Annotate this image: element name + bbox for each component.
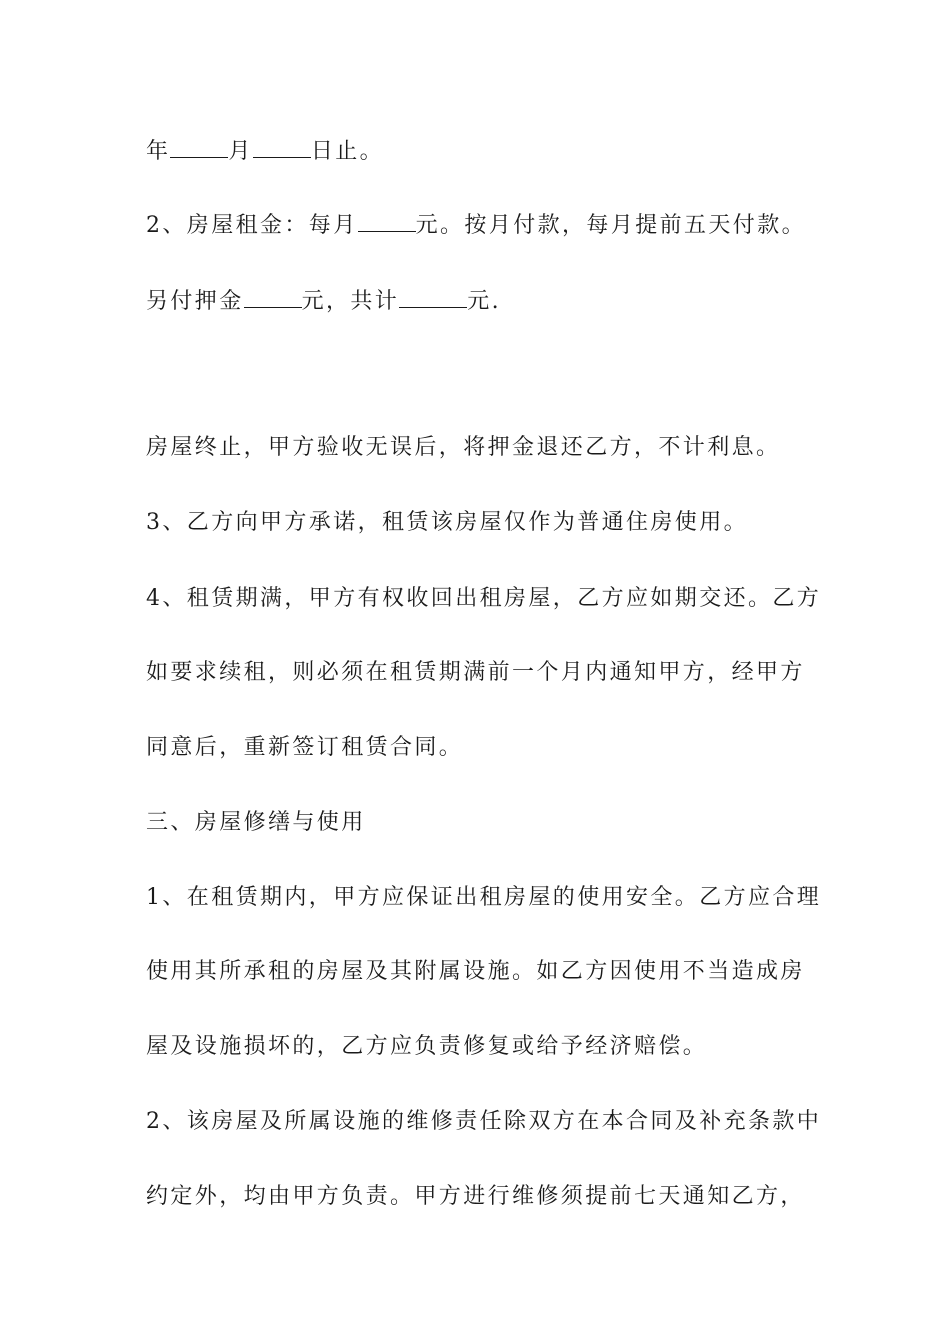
paragraph-line: 屋及设施损坏的，乙方应负责修复或给予经济赔偿。 xyxy=(146,1034,708,1059)
text-rent-terms: 元。按月付款，每月提前五天付款。 xyxy=(415,213,807,238)
text-day-end: 日止。 xyxy=(310,139,385,164)
text-line-rent xyxy=(146,211,806,241)
text-line-deposit xyxy=(146,287,501,317)
section-heading: 三、房屋修缮与使用 xyxy=(146,810,366,835)
blank-day-field xyxy=(253,137,311,158)
blank-deposit-amount xyxy=(244,287,302,308)
blank-total-amount xyxy=(399,287,467,308)
paragraph-line: 如要求续租，则必须在租赁期满前一个月内通知甲方，经甲方 xyxy=(146,660,805,685)
paragraph-line: 同意后，重新签订租赁合同。 xyxy=(146,735,464,760)
text-line-date-end xyxy=(146,137,384,167)
paragraph-line: 使用其所承租的房屋及其附属设施。如乙方因使用不当造成房 xyxy=(146,959,805,984)
paragraph-line: 3、乙方向甲方承诺，租赁该房屋仅作为普通住房使用。 xyxy=(146,510,748,535)
paragraph-line: 约定外，均由甲方负责。甲方进行维修须提前七天通知乙方， xyxy=(146,1184,805,1209)
paragraph-line: 4、租赁期满，甲方有权收回出租房屋，乙方应如期交还。乙方 xyxy=(146,586,822,611)
text-month: 月 xyxy=(228,139,253,164)
paragraph-line: 房屋终止，甲方验收无误后，将押金退还乙方，不计利息。 xyxy=(146,435,781,460)
text-deposit-label: 另付押金 xyxy=(146,289,244,314)
text-total-label: 元，共计 xyxy=(301,289,400,314)
blank-rent-amount xyxy=(358,211,416,232)
paragraph-line: 1、在租赁期内，甲方应保证出租房屋的使用安全。乙方应合理 xyxy=(146,885,822,910)
text-year: 年 xyxy=(146,139,171,164)
paragraph-line: 2、该房屋及所属设施的维修责任除双方在本合同及补充条款中 xyxy=(146,1109,822,1134)
blank-month-field xyxy=(170,137,228,158)
text-total-unit: 元. xyxy=(467,289,502,314)
text-rent-label: 2、房屋租金：每月 xyxy=(146,213,358,238)
